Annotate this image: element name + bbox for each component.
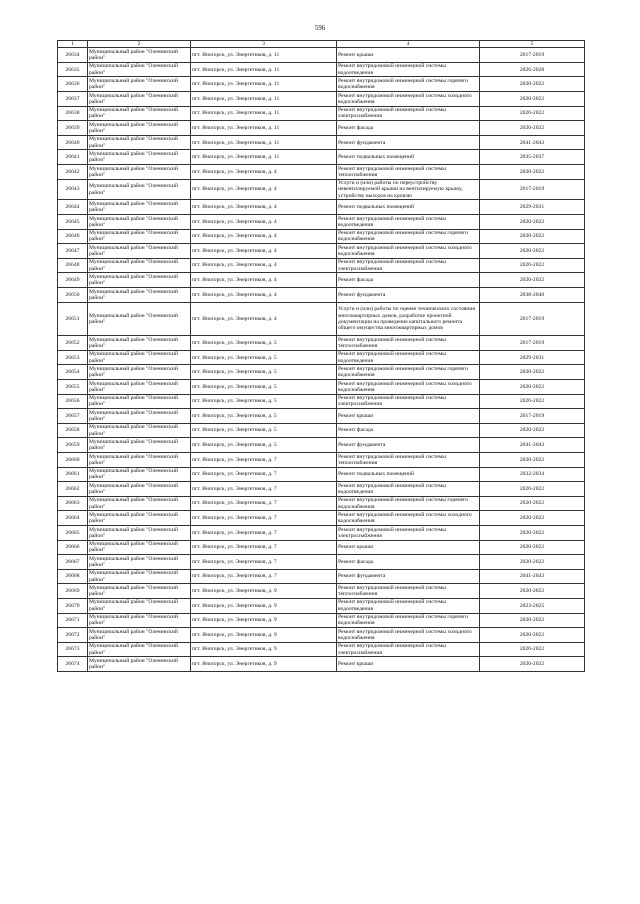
work-type-cell: Ремонт внутридомовой инженерной системы горячего водоснабжения: [337, 613, 480, 628]
district-cell: Муниципальный район "Оленинский район": [88, 200, 191, 215]
work-type-cell: Ремонт внутридомовой инженерной системы водоотведения: [337, 598, 480, 613]
district-cell: Муниципальный район "Оленинский район": [88, 657, 191, 672]
row-number-cell: 26670: [58, 598, 88, 613]
district-cell: Муниципальный район "Оленинский район": [88, 628, 191, 643]
row-number-cell: 26644: [58, 200, 88, 215]
row-number-cell: 26651: [58, 302, 88, 336]
period-cell: 2020-2022: [480, 165, 585, 180]
district-cell: Муниципальный район "Оленинский район": [88, 135, 191, 150]
address-cell: пгт. Яногорск, ул. Энергетиков, д. 5: [191, 380, 337, 395]
row-number-cell: 26646: [58, 229, 88, 244]
work-type-cell: Ремонт внутридомовой инженерной системы электроснабжения: [337, 106, 480, 121]
address-cell: пгт. Яногорск, ул. Энергетиков, д. 4: [191, 229, 337, 244]
work-type-cell: Ремонт подвальных помещений: [337, 467, 480, 482]
table-row: [58, 244, 585, 259]
district-cell: Муниципальный район "Оленинский район": [88, 511, 191, 526]
district-cell: Муниципальный район "Оленинский район": [88, 77, 191, 92]
work-type-cell: Ремонт фундамента: [337, 438, 480, 453]
row-number-cell: 26665: [58, 526, 88, 541]
period-cell: 2020-2022: [480, 229, 585, 244]
district-cell: Муниципальный район "Оленинский район": [88, 215, 191, 230]
table-row: [58, 77, 585, 92]
row-number-cell: 26671: [58, 613, 88, 628]
period-cell: 2020-2022: [480, 642, 585, 657]
row-number-cell: 26641: [58, 150, 88, 165]
table-row: [58, 215, 585, 230]
address-cell: пгт. Яногорск, ул. Энергетиков, д. 5: [191, 423, 337, 438]
district-cell: Муниципальный район "Оленинский район": [88, 288, 191, 303]
page-number: 596: [314, 24, 326, 32]
work-type-cell: Ремонт внутридомовой инженерной системы холодного водоснабжения: [337, 380, 480, 395]
row-number-cell: 26660: [58, 453, 88, 468]
district-cell: Муниципальный район "Оленинский район": [88, 106, 191, 121]
address-cell: пгт. Яногорск, ул. Энергетиков, д. 4: [191, 302, 337, 336]
work-type-cell: Услуги и (или) работы по переустройству невентилируемой крыши на вентилируемую крышу, устройству выходов на кровлю: [337, 179, 480, 200]
row-number-cell: 26669: [58, 584, 88, 599]
row-number-cell: 26655: [58, 380, 88, 395]
table-row: [58, 135, 585, 150]
district-cell: Муниципальный район "Оленинский район": [88, 179, 191, 200]
row-number-cell: 26657: [58, 409, 88, 424]
district-cell: Муниципальный район "Оленинский район": [88, 584, 191, 599]
address-cell: пгт. Яногорск, ул. Энергетиков, д. 4: [191, 244, 337, 259]
district-cell: Муниципальный район "Оленинский район": [88, 121, 191, 136]
work-type-cell: Ремонт внутридомовой инженерной системы холодного водоснабжения: [337, 628, 480, 643]
table-row: [58, 258, 585, 273]
work-type-cell: Ремонт фасада: [337, 273, 480, 288]
period-cell: 2020-2022: [480, 511, 585, 526]
period-cell: 2020-2022: [480, 77, 585, 92]
table-row: [58, 584, 585, 599]
table-row: [58, 555, 585, 570]
table-row: [58, 569, 585, 584]
period-cell: 2020-2022: [480, 555, 585, 570]
table-row: [58, 496, 585, 511]
row-number-cell: 26645: [58, 215, 88, 230]
table-row: [58, 380, 585, 395]
work-type-cell: Ремонт внутридомовой инженерной системы электроснабжения: [337, 258, 480, 273]
address-cell: пгт. Яногорск, ул. Энергетиков, д. 7: [191, 496, 337, 511]
address-cell: пгт. Яногорск, ул. Энергетиков, д. 7: [191, 526, 337, 541]
table-row: [58, 336, 585, 351]
address-cell: пгт. Яногорск, ул. Энергетиков, д. 4: [191, 258, 337, 273]
period-cell: 2020-2022: [480, 453, 585, 468]
district-cell: Муниципальный район "Оленинский район": [88, 350, 191, 365]
address-cell: пгт. Яногорск, ул. Энергетиков, д. 7: [191, 540, 337, 555]
table-row: [58, 106, 585, 121]
row-number-cell: 26662: [58, 482, 88, 497]
work-type-cell: Ремонт фундамента: [337, 135, 480, 150]
address-cell: пгт. Яногорск, ул. Энергетиков, д. 5: [191, 336, 337, 351]
table-row: [58, 150, 585, 165]
work-type-cell: Ремонт внутридомовой инженерной системы холодного водоснабжения: [337, 244, 480, 259]
table-row: [58, 394, 585, 409]
address-cell: пгт. Яногорск, ул. Энергетиков, д. 9: [191, 657, 337, 672]
district-cell: Муниципальный район "Оленинский район": [88, 438, 191, 453]
table-row: [58, 467, 585, 482]
table-row: [58, 273, 585, 288]
address-cell: пгт. Яногорск, ул. Энергетиков, д. 5: [191, 365, 337, 380]
district-cell: Муниципальный район "Оленинский район": [88, 302, 191, 336]
district-cell: Муниципальный район "Оленинский район": [88, 258, 191, 273]
work-type-cell: Ремонт крыши: [337, 657, 480, 672]
district-cell: Муниципальный район "Оленинский район": [88, 394, 191, 409]
work-type-cell: Ремонт внутридомовой инженерной системы горячего водоснабжения: [337, 229, 480, 244]
period-cell: 2029-2031: [480, 350, 585, 365]
table-row: [58, 165, 585, 180]
period-cell: 2041-2043: [480, 135, 585, 150]
district-cell: Муниципальный район "Оленинский район": [88, 526, 191, 541]
address-cell: пгт. Яногорск, ул. Энергетиков, д. 9: [191, 628, 337, 643]
address-cell: пгт. Яногорск, ул. Энергетиков, д. 4: [191, 215, 337, 230]
row-number-cell: 26666: [58, 540, 88, 555]
work-type-cell: Ремонт внутридомовой инженерной системы электроснабжения: [337, 394, 480, 409]
table-row: [58, 423, 585, 438]
work-type-cell: Ремонт крыши: [337, 48, 480, 63]
column-number-row: [58, 41, 585, 48]
row-number-cell: 26656: [58, 394, 88, 409]
period-cell: 2017-2019: [480, 179, 585, 200]
address-cell: пгт. Яногорск, ул. Энергетиков, д. 4: [191, 200, 337, 215]
table-row: [58, 179, 585, 200]
period-cell: 2041-2043: [480, 569, 585, 584]
table-body: [58, 48, 585, 672]
district-cell: Муниципальный район "Оленинский район": [88, 482, 191, 497]
district-cell: Муниципальный район "Оленинский район": [88, 48, 191, 63]
work-type-cell: Ремонт фасада: [337, 121, 480, 136]
district-cell: Муниципальный район "Оленинский район": [88, 273, 191, 288]
row-number-cell: 26664: [58, 511, 88, 526]
work-type-cell: Ремонт внутридомовой инженерной системы теплоснабжения: [337, 165, 480, 180]
period-cell: 2035-2037: [480, 150, 585, 165]
column-header: 2: [88, 41, 191, 48]
period-cell: 2020-2022: [480, 273, 585, 288]
table-row: [58, 598, 585, 613]
district-cell: Муниципальный район "Оленинский район": [88, 569, 191, 584]
row-number-cell: 26635: [58, 62, 88, 77]
address-cell: пгт. Яногорск, ул. Энергетиков, д. 11: [191, 150, 337, 165]
period-cell: 2026-2028: [480, 62, 585, 77]
address-cell: пгт. Яногорск, ул. Энергетиков, д. 11: [191, 106, 337, 121]
row-number-cell: 26638: [58, 106, 88, 121]
district-cell: Муниципальный район "Оленинский район": [88, 229, 191, 244]
table-row: [58, 288, 585, 303]
row-number-cell: 26667: [58, 555, 88, 570]
table-row: [58, 200, 585, 215]
district-cell: Муниципальный район "Оленинский район": [88, 92, 191, 107]
period-cell: 2020-2022: [480, 584, 585, 599]
row-number-cell: 26658: [58, 423, 88, 438]
work-type-cell: Ремонт внутридомовой инженерной системы теплоснабжения: [337, 336, 480, 351]
row-number-cell: 26650: [58, 288, 88, 303]
district-cell: Муниципальный район "Оленинский район": [88, 150, 191, 165]
address-cell: пгт. Яногорск, ул. Энергетиков, д. 7: [191, 511, 337, 526]
column-header: 5: [480, 41, 585, 48]
table-row: [58, 642, 585, 657]
period-cell: 2020-2022: [480, 106, 585, 121]
work-type-cell: Ремонт внутридомовой инженерной системы водоотведения: [337, 482, 480, 497]
address-cell: пгт. Яногорск, ул. Энергетиков, д. 4: [191, 288, 337, 303]
address-cell: пгт. Яногорск, ул. Энергетиков, д. 7: [191, 555, 337, 570]
table-row: [58, 121, 585, 136]
address-cell: пгт. Яногорск, ул. Энергетиков, д. 11: [191, 135, 337, 150]
period-cell: 2020-2022: [480, 365, 585, 380]
row-number-cell: 26639: [58, 121, 88, 136]
period-cell: 2020-2022: [480, 613, 585, 628]
district-cell: Муниципальный район "Оленинский район": [88, 467, 191, 482]
district-cell: Муниципальный район "Оленинский район": [88, 453, 191, 468]
row-number-cell: 26663: [58, 496, 88, 511]
table-row: [58, 540, 585, 555]
period-cell: 2017-2019: [480, 336, 585, 351]
row-number-cell: 26634: [58, 48, 88, 63]
work-type-cell: Ремонт подвальных помещений: [337, 200, 480, 215]
row-number-cell: 26654: [58, 365, 88, 380]
period-cell: 2020-2022: [480, 526, 585, 541]
address-cell: пгт. Яногорск, ул. Энергетиков, д. 11: [191, 48, 337, 63]
period-cell: 2020-2022: [480, 92, 585, 107]
district-cell: Муниципальный район "Оленинский район": [88, 496, 191, 511]
district-cell: Муниципальный район "Оленинский район": [88, 642, 191, 657]
address-cell: пгт. Яногорск, ул. Энергетиков, д. 11: [191, 62, 337, 77]
row-number-cell: 26649: [58, 273, 88, 288]
table-row: [58, 438, 585, 453]
district-cell: Муниципальный район "Оленинский район": [88, 365, 191, 380]
address-cell: пгт. Яногорск, ул. Энергетиков, д. 9: [191, 584, 337, 599]
work-type-cell: Ремонт крыши: [337, 409, 480, 424]
work-type-cell: Ремонт фасада: [337, 555, 480, 570]
column-header: 3: [191, 41, 337, 48]
work-type-cell: Ремонт внутридомовой инженерной системы горячего водоснабжения: [337, 365, 480, 380]
period-cell: 2020-2022: [480, 244, 585, 259]
table-row: [58, 92, 585, 107]
table-row: [58, 365, 585, 380]
address-cell: пгт. Яногорск, ул. Энергетиков, д. 9: [191, 598, 337, 613]
period-cell: 2020-2022: [480, 423, 585, 438]
work-type-cell: Ремонт внутридомовой инженерной системы холодного водоснабжения: [337, 92, 480, 107]
table-row: [58, 453, 585, 468]
address-cell: пгт. Яногорск, ул. Энергетиков, д. 4: [191, 179, 337, 200]
address-cell: пгт. Яногорск, ул. Энергетиков, д. 5: [191, 394, 337, 409]
district-cell: Муниципальный район "Оленинский район": [88, 244, 191, 259]
row-number-cell: 26672: [58, 628, 88, 643]
work-type-cell: Услуги и (или) работы по оценке технического состояния многоквартирных домов, разработке проектной документации на проведение капитального ремонта общего имущества многоквартирных домов: [337, 302, 480, 336]
work-type-cell: Ремонт внутридомовой инженерной системы горячего водоснабжения: [337, 77, 480, 92]
address-cell: пгт. Яногорск, ул. Энергетиков, д. 7: [191, 467, 337, 482]
row-number-cell: 26648: [58, 258, 88, 273]
district-cell: Муниципальный район "Оленинский район": [88, 598, 191, 613]
district-cell: Муниципальный район "Оленинский район": [88, 409, 191, 424]
row-number-cell: 26653: [58, 350, 88, 365]
work-type-cell: Ремонт внутридомовой инженерной системы теплоснабжения: [337, 453, 480, 468]
table-row: [58, 482, 585, 497]
table-row: [58, 613, 585, 628]
table-row: [58, 628, 585, 643]
period-cell: 2032-2034: [480, 467, 585, 482]
work-type-cell: Ремонт крыши: [337, 540, 480, 555]
period-cell: 2041-2043: [480, 438, 585, 453]
work-type-cell: Ремонт внутридомовой инженерной системы водоотведения: [337, 215, 480, 230]
district-cell: Муниципальный район "Оленинский район": [88, 380, 191, 395]
address-cell: пгт. Яногорск, ул. Энергетиков, д. 5: [191, 409, 337, 424]
work-type-cell: Ремонт внутридомовой инженерной системы электроснабжения: [337, 526, 480, 541]
period-cell: 2020-2022: [480, 394, 585, 409]
row-number-cell: 26637: [58, 92, 88, 107]
work-type-cell: Ремонт внутридомовой инженерной системы холодного водоснабжения: [337, 511, 480, 526]
district-cell: Муниципальный район "Оленинский район": [88, 62, 191, 77]
address-cell: пгт. Яногорск, ул. Энергетиков, д. 11: [191, 92, 337, 107]
period-cell: 2017-2019: [480, 48, 585, 63]
address-cell: пгт. Яногорск, ул. Энергетиков, д. 9: [191, 613, 337, 628]
table-row: [58, 526, 585, 541]
address-cell: пгт. Яногорск, ул. Энергетиков, д. 5: [191, 350, 337, 365]
column-header: 1: [58, 41, 88, 48]
period-cell: 2029-2031: [480, 200, 585, 215]
work-type-cell: Ремонт внутридомовой инженерной системы горячего водоснабжения: [337, 496, 480, 511]
address-cell: пгт. Яногорск, ул. Энергетиков, д. 7: [191, 482, 337, 497]
table-row: [58, 657, 585, 672]
address-cell: пгт. Яногорск, ул. Энергетиков, д. 9: [191, 642, 337, 657]
work-type-cell: Ремонт фасада: [337, 423, 480, 438]
address-cell: пгт. Яногорск, ул. Энергетиков, д. 11: [191, 77, 337, 92]
period-cell: 2020-2022: [480, 215, 585, 230]
row-number-cell: 26673: [58, 642, 88, 657]
period-cell: 2017-2019: [480, 409, 585, 424]
period-cell: 2020-2022: [480, 121, 585, 136]
work-type-cell: Ремонт внутридомовой инженерной системы электроснабжения: [337, 642, 480, 657]
work-type-cell: Ремонт фундамента: [337, 288, 480, 303]
work-type-cell: Ремонт фундамента: [337, 569, 480, 584]
table-row: [58, 302, 585, 336]
table-row: [58, 409, 585, 424]
district-cell: Муниципальный район "Оленинский район": [88, 165, 191, 180]
address-cell: пгт. Яногорск, ул. Энергетиков, д. 7: [191, 569, 337, 584]
work-type-cell: Ремонт внутридомовой инженерной системы водоотведения: [337, 350, 480, 365]
row-number-cell: 26661: [58, 467, 88, 482]
district-cell: Муниципальный район "Оленинский район": [88, 555, 191, 570]
row-number-cell: 26640: [58, 135, 88, 150]
table-row: [58, 62, 585, 77]
work-type-cell: Ремонт внутридомовой инженерной системы водоотведения: [337, 62, 480, 77]
period-cell: 2020-2022: [480, 496, 585, 511]
work-type-cell: Ремонт подвальных помещений: [337, 150, 480, 165]
period-cell: 2020-2022: [480, 380, 585, 395]
row-number-cell: 26674: [58, 657, 88, 672]
table-row: [58, 48, 585, 63]
district-cell: Муниципальный район "Оленинский район": [88, 423, 191, 438]
address-cell: пгт. Яногорск, ул. Энергетиков, д. 5: [191, 438, 337, 453]
period-cell: 2020-2022: [480, 482, 585, 497]
table-row: [58, 229, 585, 244]
address-cell: пгт. Яногорск, ул. Энергетиков, д. 11: [191, 121, 337, 136]
row-number-cell: 26647: [58, 244, 88, 259]
period-cell: 2020-2022: [480, 258, 585, 273]
table-row: [58, 511, 585, 526]
table-row: [58, 350, 585, 365]
work-type-cell: Ремонт внутридомовой инженерной системы теплоснабжения: [337, 584, 480, 599]
period-cell: 2023-2025: [480, 598, 585, 613]
repair-schedule-table: [57, 40, 585, 672]
row-number-cell: 26668: [58, 569, 88, 584]
district-cell: Муниципальный район "Оленинский район": [88, 336, 191, 351]
period-cell: 2020-2022: [480, 540, 585, 555]
address-cell: пгт. Яногорск, ул. Энергетиков, д. 4: [191, 165, 337, 180]
address-cell: пгт. Яногорск, ул. Энергетиков, д. 7: [191, 453, 337, 468]
period-cell: 2020-2022: [480, 657, 585, 672]
row-number-cell: 26643: [58, 179, 88, 200]
period-cell: 2017-2019: [480, 302, 585, 336]
row-number-cell: 26642: [58, 165, 88, 180]
period-cell: 2038-2040: [480, 288, 585, 303]
row-number-cell: 26636: [58, 77, 88, 92]
district-cell: Муниципальный район "Оленинский район": [88, 540, 191, 555]
column-header: 4: [337, 41, 480, 48]
row-number-cell: 26659: [58, 438, 88, 453]
address-cell: пгт. Яногорск, ул. Энергетиков, д. 4: [191, 273, 337, 288]
district-cell: Муниципальный район "Оленинский район": [88, 613, 191, 628]
row-number-cell: 26652: [58, 336, 88, 351]
period-cell: 2020-2022: [480, 628, 585, 643]
